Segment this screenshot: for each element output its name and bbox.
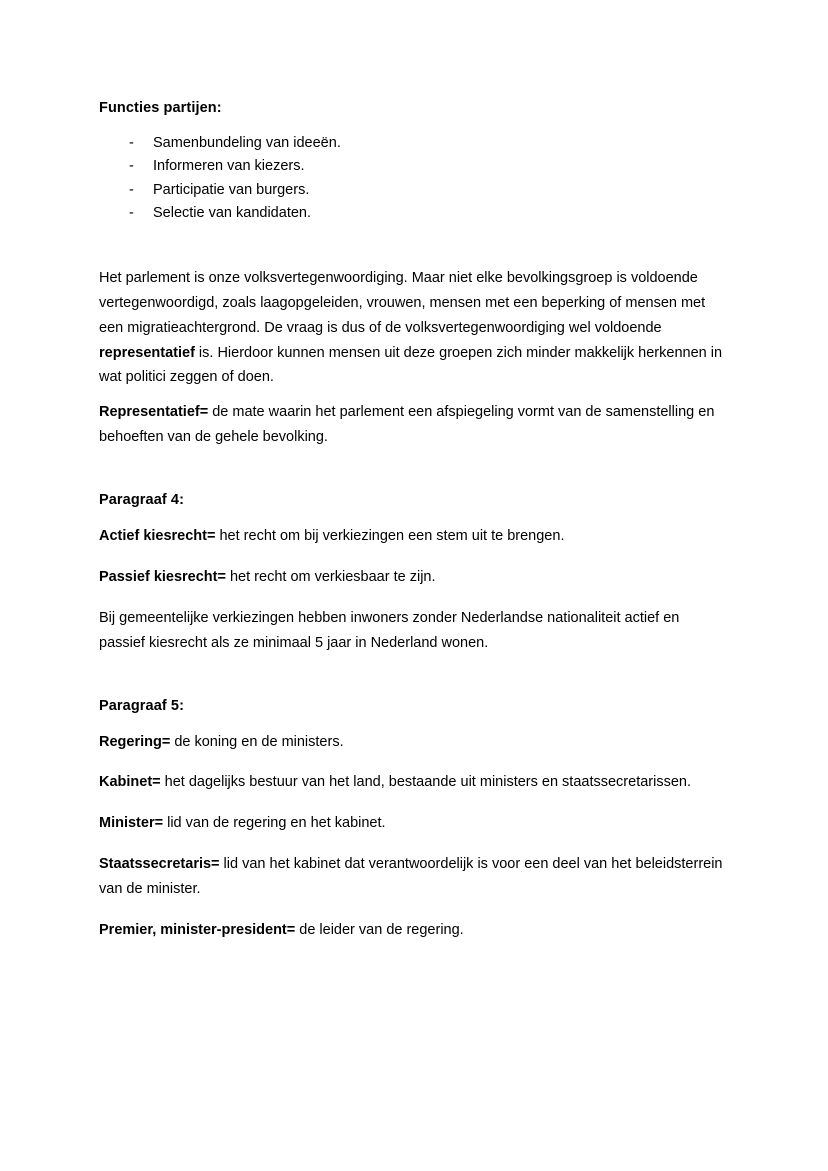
list-bullet-marker: - — [129, 205, 134, 222]
definition-term: Staatssecretaris= — [99, 856, 220, 873]
functies-list — [99, 132, 729, 226]
paragraph-text-part2: is. Hierdoor kunnen mensen uit deze groepen zich minder makkelijk herkennen in wat politici zeggen of doen. — [99, 344, 723, 386]
definition-text: het dagelijks bestuur van het land, bestaande uit ministers en staatssecretarissen. — [160, 774, 691, 791]
definition-staatssecretaris — [99, 852, 729, 902]
list-item-label: Participatie van burgers. — [153, 181, 310, 198]
spacer — [99, 450, 729, 490]
definition-minister — [99, 811, 729, 836]
paragraph-bold-representatief: representatief — [99, 344, 195, 361]
list-item — [99, 202, 729, 225]
definition-term: Representatief= — [99, 404, 209, 421]
list-bullet-marker: - — [129, 181, 134, 198]
list-item — [99, 155, 729, 178]
definition-term: Regering= — [99, 733, 171, 750]
definition-text: de mate waarin het parlement een afspiegeling vormt van de samenstelling en behoeften van de gehele bevolking. — [99, 404, 715, 446]
definition-text: het recht om verkiesbaar te zijn. — [225, 568, 436, 585]
list-item-label: Selectie van kandidaten. — [153, 205, 311, 222]
spacer — [99, 390, 729, 400]
list-item-label: Informeren van kiezers. — [153, 158, 305, 175]
definition-actief-kiesrecht — [99, 524, 729, 549]
list-item — [99, 179, 729, 202]
list-bullet-marker: - — [129, 158, 134, 175]
list-item — [99, 132, 729, 155]
definition-kabinet — [99, 770, 729, 795]
definition-text: het recht om bij verkiezingen een stem uit te brengen. — [215, 528, 565, 544]
spacer — [99, 795, 729, 811]
spacer — [99, 902, 729, 918]
paragraph-gemeentelijke-verkiezingen: Bij gemeentelijke verkiezingen hebben inwoners zonder Nederlandse nationaliteit actief en passief kiesrecht als ze minimaal 5 jaar in Nederland wonen. — [99, 609, 680, 651]
section-heading-functies: Functies partijen: — [99, 100, 222, 116]
spacer — [99, 549, 729, 565]
definition-passief-kiesrecht — [99, 565, 729, 590]
definition-term: Minister= — [99, 815, 164, 832]
paragraph-text-part1: Het parlement is onze volksvertegenwoordiging. Maar niet elke bevolkingsgroep is voldoende vertegenwoordigd, zoals laagopgeleiden, vrouwen, mensen met een beperking of mensen met een migratieachtergrond. De vraag is dus of de volksvertegenwoordiging wel voldoende — [99, 269, 706, 336]
definition-premier — [99, 918, 729, 943]
spacer — [99, 656, 729, 696]
definition-representatief — [99, 400, 729, 450]
spacer — [99, 836, 729, 852]
spacer — [99, 754, 729, 770]
list-bullet-marker: - — [129, 134, 134, 151]
definition-text: lid van de regering en het kabinet. — [163, 815, 386, 832]
definition-text: lid van het kabinet dat verantwoordelijk is voor een deel van het beleidsterrein van de minister. — [99, 856, 723, 898]
document-body — [99, 98, 729, 943]
section-heading-paragraaf-4: Paragraaf 4: — [99, 492, 185, 509]
list-item-label: Samenbundeling van ideeën. — [153, 134, 341, 151]
definition-text: de leider van de regering. — [295, 922, 464, 939]
definition-term: Kabinet= — [99, 774, 161, 791]
spacer — [99, 590, 729, 606]
section-heading-paragraaf-5: Paragraaf 5: — [99, 697, 185, 714]
spacer — [99, 226, 729, 266]
definition-term: Actief kiesrecht= — [99, 528, 216, 544]
definition-regering — [99, 730, 729, 755]
definition-term: Passief kiesrecht= — [99, 568, 226, 585]
definition-term: Premier, minister-president= — [99, 922, 296, 939]
paragraph-parlement — [99, 266, 729, 391]
definition-text: de koning en de ministers. — [170, 733, 344, 750]
